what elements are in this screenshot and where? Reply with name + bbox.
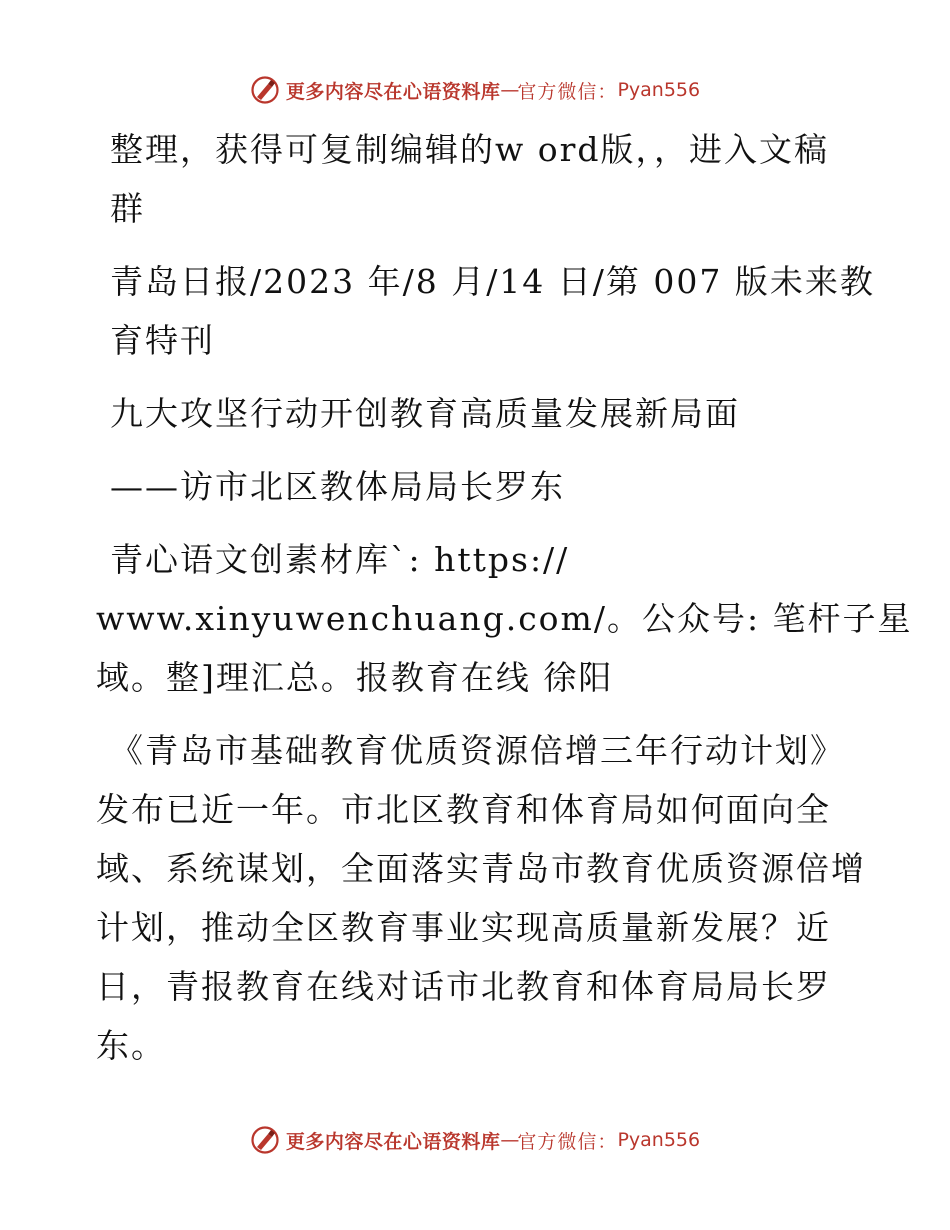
text-line: 东。 [96,1026,166,1065]
header-banner [0,70,950,110]
banner-wechat-id: Pyan556 [617,79,701,101]
pen-circle-logo-icon [250,75,280,105]
banner-separator: — [500,1129,518,1151]
banner-brand-text: 更多内容尽在心语资料库 [285,1130,501,1153]
text-line: 育特刊 [110,321,215,360]
text-line: 青心语文创素材库`: https:// [110,540,570,579]
text-line: 计划，推动全区教育事业实现高质量新发展？近 [96,908,831,947]
text-line: 群 [110,189,145,228]
text-line: 域。整]理汇总。报教育在线 徐阳 [96,658,614,697]
text-line: 青岛日报/2023 年/8 月/14 日/第 007 版未来教 [110,262,875,301]
article-subtitle [96,457,856,516]
article-title [96,384,856,443]
paragraph-intro [96,120,856,238]
text-line: www.xinyuwenchuang.com/。公众号: 笔杆子星 [96,599,913,638]
text-line: 整理，获得可复制编辑的w ord版，，进入文稿 [110,130,830,169]
footer-banner [0,1120,950,1160]
banner-separator: — [500,79,518,101]
title-line: 九大攻坚行动开创教育高质量发展新局面 [110,394,740,433]
text-line: 日，青报教育在线对话市北教育和体育局局长罗 [96,967,831,1006]
document-body [96,120,913,1089]
banner-official-label: 官方微信： [517,1130,618,1153]
banner-official-label: 官方微信： [517,80,618,103]
pen-circle-logo-icon [250,1125,280,1155]
subtitle-line: ——访市北区教体局局长罗东 [110,467,565,506]
text-line: 《青岛市基础教育优质资源倍增三年行动计划》 [110,731,845,770]
banner-brand-text: 更多内容尽在心语资料库 [285,80,501,103]
paragraph-lead [96,721,866,1075]
text-line: 域、系统谋划，全面落实青岛市教育优质资源倍增 [96,849,866,888]
text-line: 发布已近一年。市北区教育和体育局如何面向全 [96,790,831,829]
banner-wechat-id: Pyan556 [617,1129,701,1151]
paragraph-source [96,252,875,370]
paragraph-credit [96,530,913,707]
